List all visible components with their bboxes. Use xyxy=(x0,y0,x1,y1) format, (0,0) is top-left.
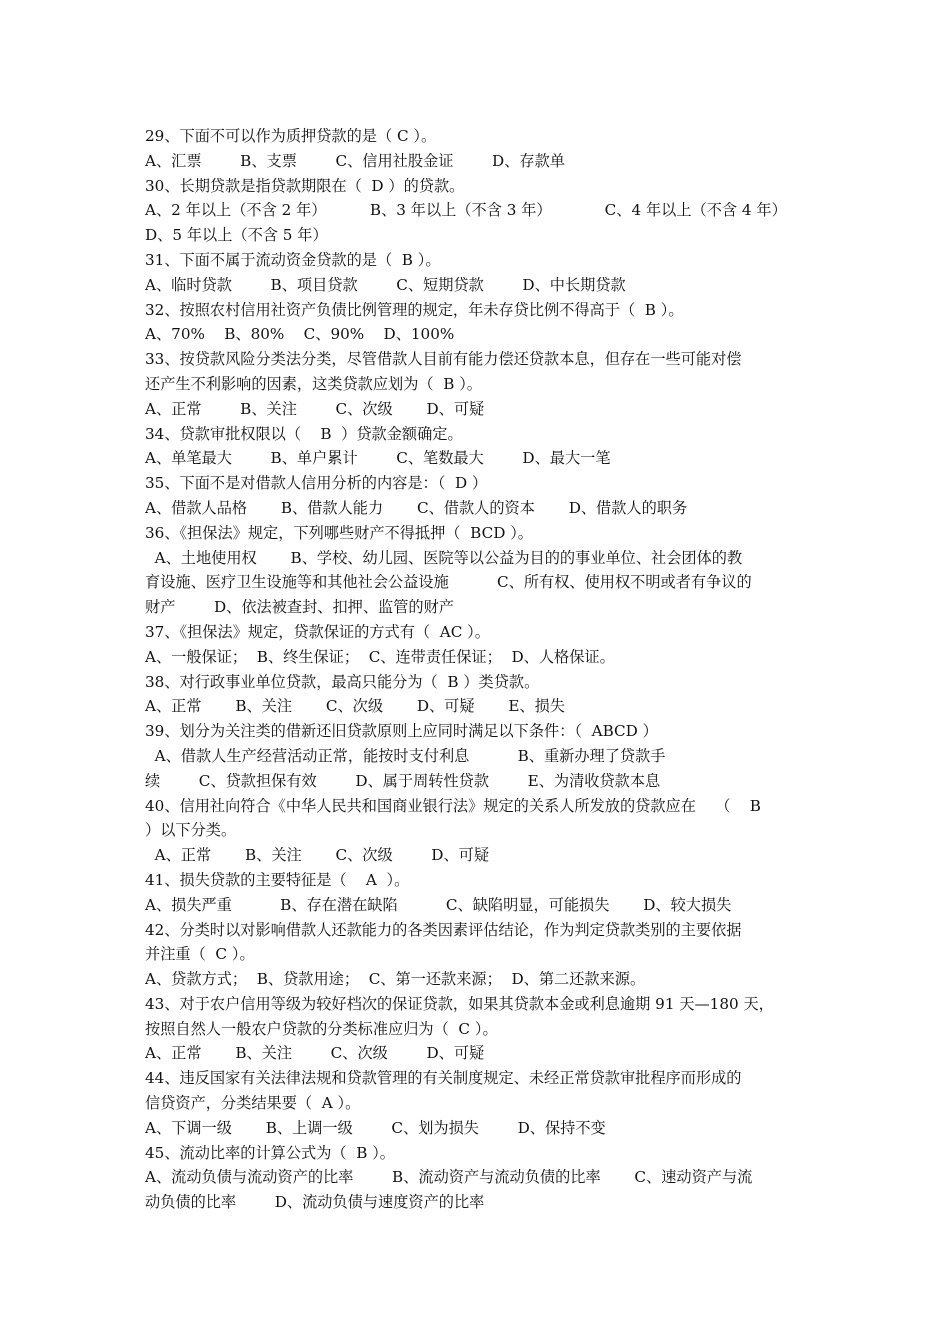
text-line: 38、对行政事业单位贷款，最高只能分为（ B ）类贷款。 xyxy=(145,672,540,691)
text-line: 34、贷款审批权限以（ B ）贷款金额确定。 xyxy=(145,424,463,443)
document-page xyxy=(145,124,813,1215)
text-line: A、汇票 B、支票 C、信用社股金证 D、存款单 xyxy=(145,151,565,170)
text-line: A、下调一级 B、上调一级 C、划为损失 D、保持不变 xyxy=(145,1118,606,1137)
text-line: A、2 年以上（不含 2 年） B、3 年以上（不含 3 年） C、4 年以上（不含 4 年） xyxy=(145,201,787,220)
text-line: A、一般保证； B、终生保证； C、连带责任保证； D、人格保证。 xyxy=(145,647,615,666)
text-line: A、临时贷款 B、项目贷款 C、短期贷款 D、中长期贷款 xyxy=(145,275,626,294)
text-line: 45、流动比率的计算公式为（ B ）。 xyxy=(145,1143,395,1162)
text-line: A、正常 B、关注 C、次级 D、可疑 xyxy=(145,399,485,418)
text-line: 并注重（ C ）。 xyxy=(145,945,255,964)
text-line: A、正常 B、关注 C、次级 D、可疑 E、损失 xyxy=(145,697,565,716)
text-line: 按照自然人一般农户贷款的分类标准应归为（ C ）。 xyxy=(145,1019,498,1038)
text-line: 30、长期贷款是指贷款期限在（ D ）的贷款。 xyxy=(145,176,465,195)
text-line: D、5 年以上（不含 5 年） xyxy=(145,226,328,245)
text-line: A、单笔最大 B、单户累计 C、笔数最大 D、最大一笔 xyxy=(145,449,611,468)
text-line: 36、《担保法》规定，下列哪些财产不得抵押（ BCD ）。 xyxy=(145,523,533,542)
text-line: 财产 D、依法被查封、扣押、监管的财产 xyxy=(145,598,454,617)
text-line: 43、对于农户信用等级为较好档次的保证贷款，如果其贷款本金或利息逾期 91 天—180 天， xyxy=(145,994,774,1013)
text-line: A、借款人品格 B、借款人能力 C、借款人的资本 D、借款人的职务 xyxy=(145,498,688,517)
text-line: 信贷资产，分类结果要（ A ）。 xyxy=(145,1094,361,1113)
text-line: ）以下分类。 xyxy=(145,821,237,840)
text-line: 42、分类时以对影响借款人还款能力的各类因素评估结论，作为判定贷款类别的主要依据 xyxy=(145,920,742,939)
text-line: 还产生不利影响的因素，这类贷款应划为（ B ）。 xyxy=(145,374,482,393)
text-line: A、流动负债与流动资产的比率 B、流动资产与流动负债的比率 C、速动资产与流 xyxy=(145,1168,753,1187)
text-line: 续 C、贷款担保有效 D、属于周转性贷款 E、为清收贷款本息 xyxy=(145,771,661,790)
text-line: 动负债的比率 D、流动负债与速度资产的比率 xyxy=(145,1193,485,1212)
text-line: 32、按照农村信用社资产负债比例管理的规定，年未存贷比例不得高于（ B ）。 xyxy=(145,300,684,319)
text-line: A、正常 B、关注 C、次级 D、可疑 xyxy=(145,1044,485,1063)
text-line: A、70% B、80% C、90% D、100% xyxy=(145,325,455,344)
text-line: 33、按贷款风险分类法分类，尽管借款人目前有能力偿还贷款本息，但存在一些可能对偿 xyxy=(145,350,742,369)
text-line: A、借款人生产经营活动正常，能按时支付利息 B、重新办理了贷款手 xyxy=(145,746,666,765)
text-line: 41、损失贷款的主要特征是（ A ）。 xyxy=(145,870,410,889)
text-line: 35、下面不是对借款人信用分析的内容是：（ D ） xyxy=(145,474,488,493)
text-line: 29、下面不可以作为质押贷款的是（ C ）。 xyxy=(145,127,437,145)
text-line: A、土地使用权 B、学校、幼儿园、医院等以公益为目的的事业单位、社会团体的教 xyxy=(145,548,743,567)
text-line: A、损失严重 B、存在潜在缺陷 C、缺陷明显，可能损失 D、较大损失 xyxy=(145,895,732,914)
text-line: 31、下面不属于流动资金贷款的是（ B ）。 xyxy=(145,250,441,269)
text-line: 37、《担保法》规定，贷款保证的方式有（ AC ）。 xyxy=(145,622,490,641)
text-line: 育设施、医疗卫生设施等和其他社会公益设施 C、所有权、使用权不明或者有争议的 xyxy=(145,573,752,592)
text-line: A、贷款方式； B、贷款用途； C、第一还款来源； D、第二还款来源。 xyxy=(145,970,646,989)
text-line: 44、违反国家有关法律法规和贷款管理的有关制度规定、未经正常贷款审批程序而形成的 xyxy=(145,1069,742,1088)
text-line: 40、信用社向符合《中华人民共和国商业银行法》规定的关系人所发放的贷款应在 （ B xyxy=(145,796,761,815)
text-line: A、正常 B、关注 C、次级 D、可疑 xyxy=(145,846,490,865)
text-line: 39、划分为关注类的借新还旧贷款原则上应同时满足以下条件：（ ABCD ） xyxy=(145,722,658,741)
